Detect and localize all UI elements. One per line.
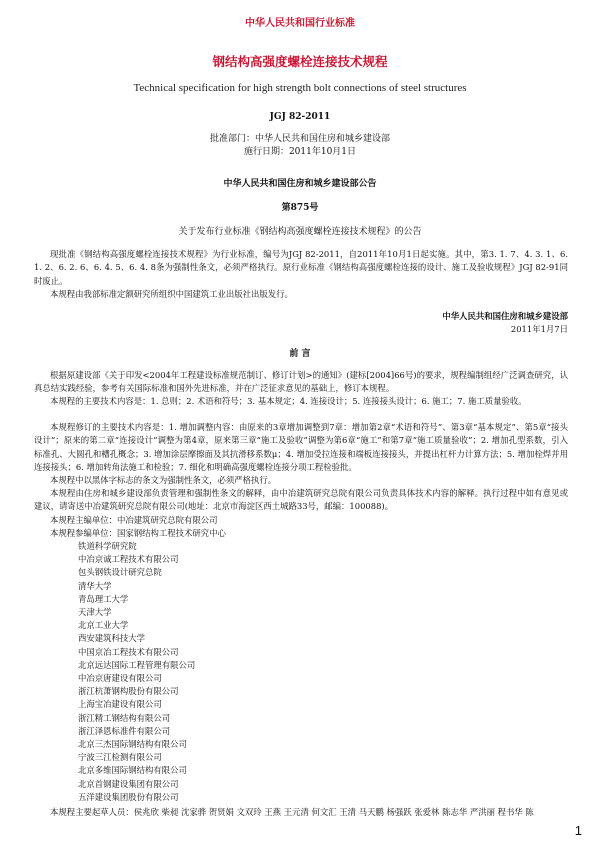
standard-category: 中华人民共和国行业标准 <box>245 18 355 29</box>
list-item: 中冶京唐建设有限公司 <box>78 673 162 684</box>
announcement-publisher-note: 本规程由我部标准定额研究所组织中国建筑工业出版社出版发行。 <box>50 289 293 299</box>
list-item: 北京首钢建设集团有限公司 <box>78 778 179 789</box>
preface-paragraph-mandatory: 本规程中以黑体字标志的条文为强制性条文，必须严格执行。 <box>50 475 277 485</box>
list-item: 天津大学 <box>78 607 112 618</box>
announcement-paragraph: 现批准《钢结构高强度螺栓连接技术规程》为行业标准，编号为JGJ 82-2011，自2011年10月1日起实施。其中，第3. 1. 7、4. 3. 1、6. 1. 2、6. 2. 6、6. 4. 5、6. 4. 8条为强制性条文，必须严格执行。原行业标准《钢结构高强度螺栓连接的设计、施工及验收规程》JGJ 82-91同时废止。 <box>34 249 568 286</box>
approval-department: 批准部门：中华人民共和国住房和城乡建设部 <box>209 134 390 144</box>
list-item: 包头钢铁设计研究总院 <box>78 567 162 578</box>
list-item: 北京多维国际钢结构有限公司 <box>78 765 187 776</box>
effective-date: 施行日期：2011年10月1日 <box>243 147 357 157</box>
preface-paragraph-revisions: 本规程修订的主要技术内容是：1. 增加调整内容：由原来的3章增加调整到7章：增加第2章“术语和符号”、第3章“基本规定”、第5章“接头设计”；原来的第二章“连接设计”调整为第4章，原来第三章“施工及验收”调整为第6章“施工”和第7章“施工质量验收”；2. 增加孔型系数，引入标准孔、大圆孔和槽孔概念；3. 增加涂层摩擦面及其抗滑移系数μ；4. 增加受拉连接和端板连接接头，并提出杠杆力计算方法；5. 增加栓焊并用连接接头；6. 增加转角法施工和检验；7. 细化和明确高强度螺栓连接分项工程检验批。 <box>34 422 568 472</box>
announcement-signer: 中华人民共和国住房和城乡建设部 <box>442 311 568 321</box>
announcement-subject: 关于发布行业标准《钢结构高强度螺栓连接技术规程》的公告 <box>178 227 422 237</box>
list-item: 铁道科学研究院 <box>78 541 137 551</box>
list-item: 五洋建设集团股份有限公司 <box>78 791 179 802</box>
list-item: 浙江杭萧钢构股份有限公司 <box>78 686 179 697</box>
preface-paragraph-basis: 根据原建设部《关于印发<2004年工程建设标准规范制订、修订计划>的通知》(建标[2004]66号)的要求，规程编制组经广泛调查研究，认真总结实践经验，参考有关国际标准和国外先进标准，并在广泛征求意见的基础上，修订本规程。 <box>34 370 568 394</box>
preface-paragraph-management: 本规程由住房和城乡建设部负责管理和强制性条文的解释，由中冶建筑研究总院有限公司负责具体技术内容的解释。执行过程中如有意见或建议，请寄送中冶建筑研究总院有限公司(地址：北京市海淀区西土城路33号，邮编：100088)。 <box>34 488 568 512</box>
main-drafters: 本规程主要起草人员：侯兆欣 柴昶 沈家骅 贺贤娟 文双玲 王燕 王元清 何文汇 王清 马天鹏 杨强跃 张爱林 陈志华 严洪丽 程书华 陈 <box>50 807 534 817</box>
announcement-date: 2011年1月7日 <box>510 324 568 334</box>
list-item: 上海宝冶建设有限公司 <box>78 699 162 710</box>
list-item: 清华大学 <box>78 580 112 591</box>
list-item: 浙江精工钢结构有限公司 <box>78 712 171 723</box>
english-title: Technical specification for high strength bolt connections of steel structures <box>133 82 467 94</box>
announcement-heading: 中华人民共和国住房和城乡建设部公告 <box>223 179 377 189</box>
list-item: 西安建筑科技大学 <box>78 633 145 644</box>
page-number: 1 <box>574 823 582 838</box>
document-title: 钢结构高强度螺栓连接技术规程 <box>212 54 388 69</box>
participating-units-list <box>78 540 195 804</box>
list-item: 北京远达国际工程管理有限公司 <box>78 659 196 670</box>
list-item: 宁波三江检测有限公司 <box>78 752 162 763</box>
list-item: 中国京冶工程技术有限公司 <box>78 646 179 657</box>
preface-heading: 前 言 <box>289 349 311 359</box>
list-item: 北京工业大学 <box>78 620 129 631</box>
chief-editor-unit: 本规程主编单位：中冶建筑研究总院有限公司 <box>50 515 218 525</box>
preface-paragraph-contents: 本规程的主要技术内容是：1. 总则；2. 术语和符号；3. 基本规定；4. 连接设计；5. 连接接头设计；6. 施工；7. 施工质量验收。 <box>50 396 527 406</box>
standard-code: JGJ 82-2011 <box>269 112 331 122</box>
list-item: 中冶京诚工程技术有限公司 <box>78 554 179 565</box>
participating-units-label: 本规程参编单位：国家钢结构工程技术研究中心 <box>50 528 226 538</box>
announcement-number: 第875号 <box>281 203 319 213</box>
list-item: 青岛理工大学 <box>78 593 129 604</box>
list-item: 北京三杰国际钢结构有限公司 <box>78 739 187 750</box>
list-item: 浙江泽恩标准件有限公司 <box>78 725 171 736</box>
